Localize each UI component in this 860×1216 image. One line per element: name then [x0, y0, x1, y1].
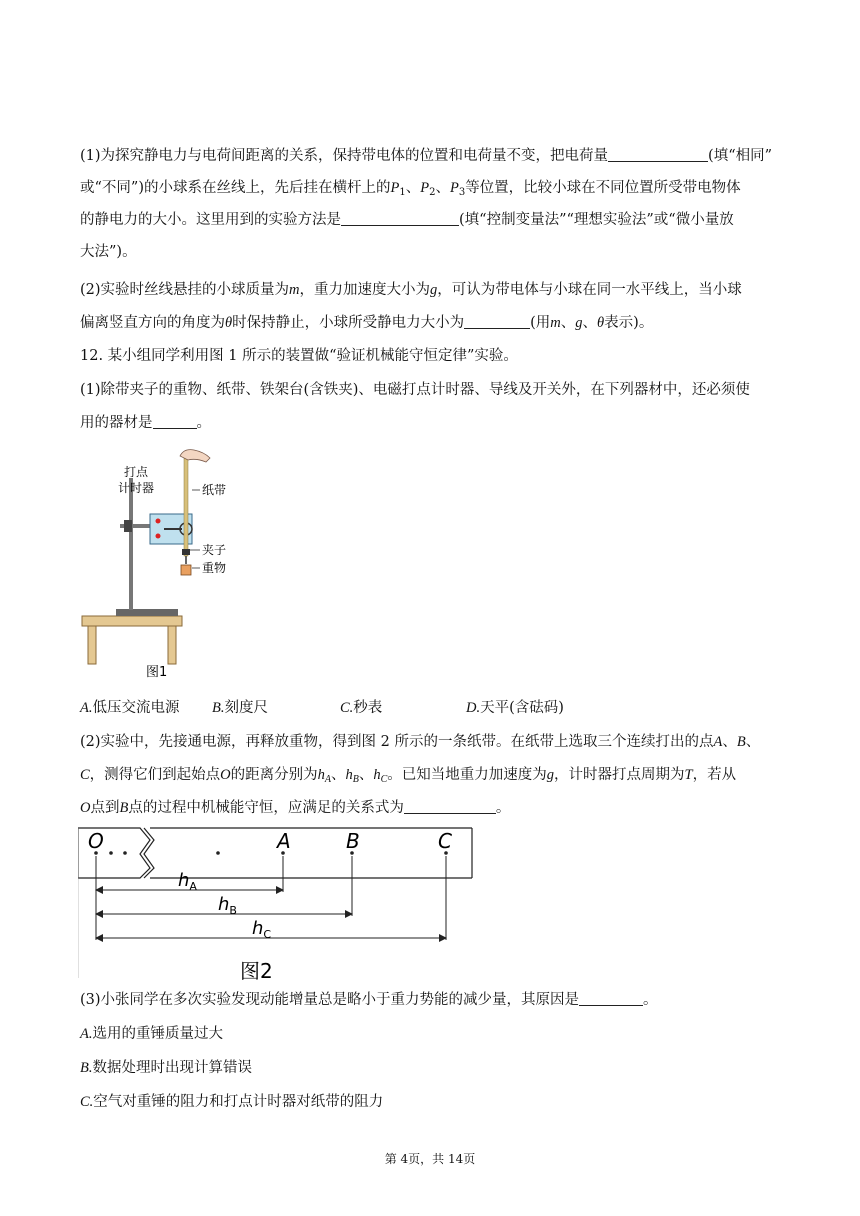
q12-part1-line1: (1)除带夹子的重物、纸带、铁架台(含铁夹)、电磁打点计时器、导线及开关外，在下列器材中，还必须使 [80, 382, 750, 398]
figure-2-tape [78, 826, 478, 986]
option-d: D.天平(含砝码) [466, 700, 564, 716]
q11-part1-line4: 大法”)。 [80, 244, 137, 260]
q11-part1-line2: 或“不同”)的小球系在丝线上，先后挂在横杆上的$P_1$、$P_2$、$P_3$等位置，比较小球在不同位置所受带电物体 [80, 180, 741, 198]
label-A: A [277, 829, 291, 853]
table-top [82, 616, 182, 626]
label-tape: 纸带 [202, 483, 227, 497]
stand-rod [129, 478, 133, 610]
option-b: B.刻度尺 [212, 700, 268, 716]
q12-part3-option-c: C.空气对重锤的阻力和打点计时器对纸带的阻力 [80, 1094, 384, 1110]
weight-block [181, 565, 191, 575]
q12-part2-line3: O点到B点的过程中机械能守恒，应满足的关系式为 。 [80, 800, 511, 816]
option-c: C.秒表 [340, 700, 383, 716]
figure-1-apparatus [80, 446, 260, 686]
label-clip: 夹子 [202, 543, 227, 557]
q11-part1-line3: 的静电力的大小。这里用到的实验方法是 (填“控制变量法”“理想实验法”或“微小量放 [80, 212, 734, 228]
q12-stem: 12. 某小组同学利用图 1 所示的装置做“验证机械能守恒定律”实验。 [80, 348, 518, 364]
label-timer-2: 计时器 [118, 481, 155, 495]
q11-part2-line1: (2)实验时丝线悬挂的小球质量为m，重力加速度大小为g，可认为带电体与小球在同一水平线上，当小球 [80, 282, 742, 298]
table-leg [88, 626, 96, 664]
q12-part3-option-a: A.选用的重锤质量过大 [80, 1026, 223, 1042]
table-leg-right [168, 626, 176, 664]
label-hA: $h_A$ [178, 870, 197, 893]
label-timer-1: 打点 [124, 465, 149, 479]
stand-base [116, 609, 178, 616]
label-C: C [438, 829, 452, 853]
option-a: A.低压交流电源 [80, 700, 180, 716]
paper-tape [184, 456, 188, 556]
label-hB: $h_B$ [218, 894, 237, 917]
label-O: O [88, 829, 104, 853]
q12-part3-line1: (3)小张同学在多次实验发现动能增量总是略小于重力势能的减少量，其原因是 。 [80, 992, 658, 1008]
label-weight: 重物 [202, 561, 227, 575]
figure-2-caption: 图2 [240, 959, 273, 983]
q11-part2-line2: 偏离竖直方向的角度为θ时保持静止，小球所受静电力大小为 (用m、g、θ表示)。 [80, 315, 654, 331]
q12-part2-line1: (2)实验中，先接通电源，再释放重物，得到图 2 所示的一条纸带。在纸带上选取三个连续打出的点A、B、 [80, 734, 761, 750]
q12-part2-line2: C，测得它们到起始点O的距离分别为$h_A$、$h_B$、$h_C$。已知当地重力加速度为g，计时器打点周期为T，若从 [80, 767, 737, 785]
page-footer: 第 4页，共 14页 [384, 1152, 476, 1166]
q11-part1-line1: (1)为探究静电力与电荷间距离的关系，保持带电体的位置和电荷量不变，把电荷量 (填“相同” [80, 148, 773, 164]
q12-part1-line2: 用的器材是 。 [80, 415, 211, 431]
q12-part3-option-b: B.数据处理时出现计算错误 [80, 1060, 252, 1076]
label-hC: $h_C$ [252, 918, 272, 941]
figure-1-caption: 图1 [146, 665, 168, 680]
label-B: B [346, 829, 360, 853]
